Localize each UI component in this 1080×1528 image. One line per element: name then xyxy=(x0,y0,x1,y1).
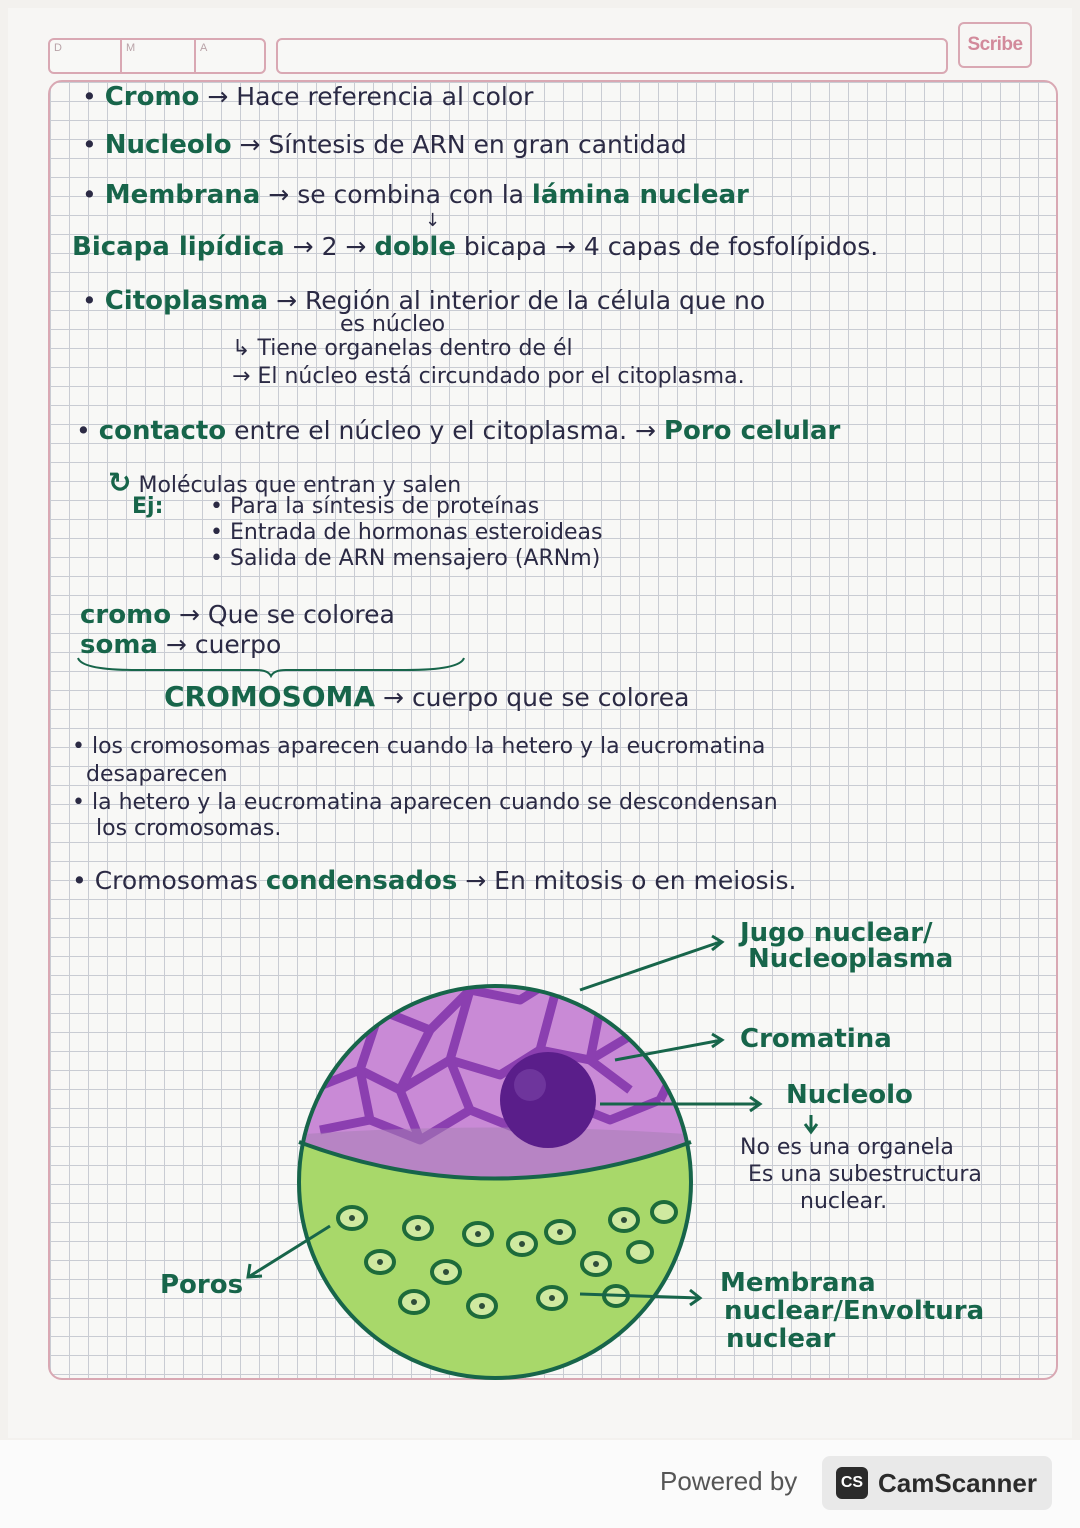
note-p2: • la hetero y la eucromatina aparecen cuando se descondensan xyxy=(72,790,778,815)
label-membrana-3: nuclear xyxy=(726,1324,836,1354)
label-membrana-2: nuclear/Envoltura xyxy=(724,1296,985,1326)
example-item: • Entrada de hormonas esteroideas xyxy=(210,520,603,545)
note-p2b: los cromosomas. xyxy=(96,816,282,841)
note-p1: • los cromosomas aparecen cuando la hetero y la eucromatina xyxy=(72,734,766,759)
label-jugo-nuclear: Jugo nuclear/ xyxy=(740,918,933,948)
label-nucleolo: Nucleolo xyxy=(786,1080,913,1110)
camscanner-name: CamScanner xyxy=(878,1467,1037,1498)
note-p1b: desaparecen xyxy=(86,762,228,787)
label-cromatina: Cromatina xyxy=(740,1024,892,1054)
date-day: D xyxy=(50,40,122,72)
note-p3: • Cromosomas condensados → En mitosis o en meiosis. xyxy=(72,866,797,896)
note-bicapa: Bicapa lipídica → 2 → doble bicapa → 4 capas de fosfolípidos. xyxy=(72,232,879,262)
note-membrana: • Membrana → se combina con la lámina nuclear xyxy=(82,180,749,210)
nucleolo-note-3: nuclear. xyxy=(800,1189,888,1214)
camscanner-icon: CS xyxy=(836,1467,868,1499)
date-month: M xyxy=(122,40,196,72)
powered-by-text: Powered by xyxy=(660,1466,798,1496)
note-citoplasma: • Citoplasma → Región al interior de la célula que no xyxy=(82,286,766,316)
note-cromo-def: cromo → Que se colorea xyxy=(80,600,395,630)
note-cromosoma: CROMOSOMA → cuerpo que se colorea xyxy=(164,680,690,713)
nucleolus xyxy=(500,1052,596,1148)
note-ej: Ej: xyxy=(132,494,164,519)
note-cromo: • Cromo → Hace referencia al color xyxy=(82,82,534,112)
note-contacto: • contacto entre el núcleo y el citoplasma. → Poro celular xyxy=(76,416,841,446)
note-organelas: ↳ Tiene organelas dentro de él xyxy=(232,336,573,361)
label-nucleoplasma: Nucleoplasma xyxy=(748,944,954,974)
label-poros: Poros xyxy=(160,1270,244,1300)
date-year: A xyxy=(200,42,208,54)
note-soma-def: soma → cuerpo xyxy=(80,630,282,660)
nucleolo-note-2: Es una subestructura xyxy=(748,1162,982,1187)
brand-logo: Scribe xyxy=(958,22,1032,68)
note-citoplasma-cont: es núcleo xyxy=(340,312,446,337)
camscanner-badge xyxy=(822,1456,1052,1510)
note-circundado: → El núcleo está circundado por el citoplasma. xyxy=(232,364,745,389)
down-arrow: ↓ xyxy=(425,210,441,231)
example-item: • Salida de ARN mensajero (ARNm) xyxy=(210,546,601,571)
nucleolo-note-1: No es una organela xyxy=(740,1135,954,1160)
example-item: • Para la síntesis de proteínas xyxy=(210,494,540,519)
note-moleculas: ↻ Moléculas que entran y salen xyxy=(108,466,462,499)
label-membrana: Membrana xyxy=(720,1268,876,1298)
note-nucleolo: • Nucleolo → Síntesis de ARN en gran cantidad xyxy=(82,130,687,160)
